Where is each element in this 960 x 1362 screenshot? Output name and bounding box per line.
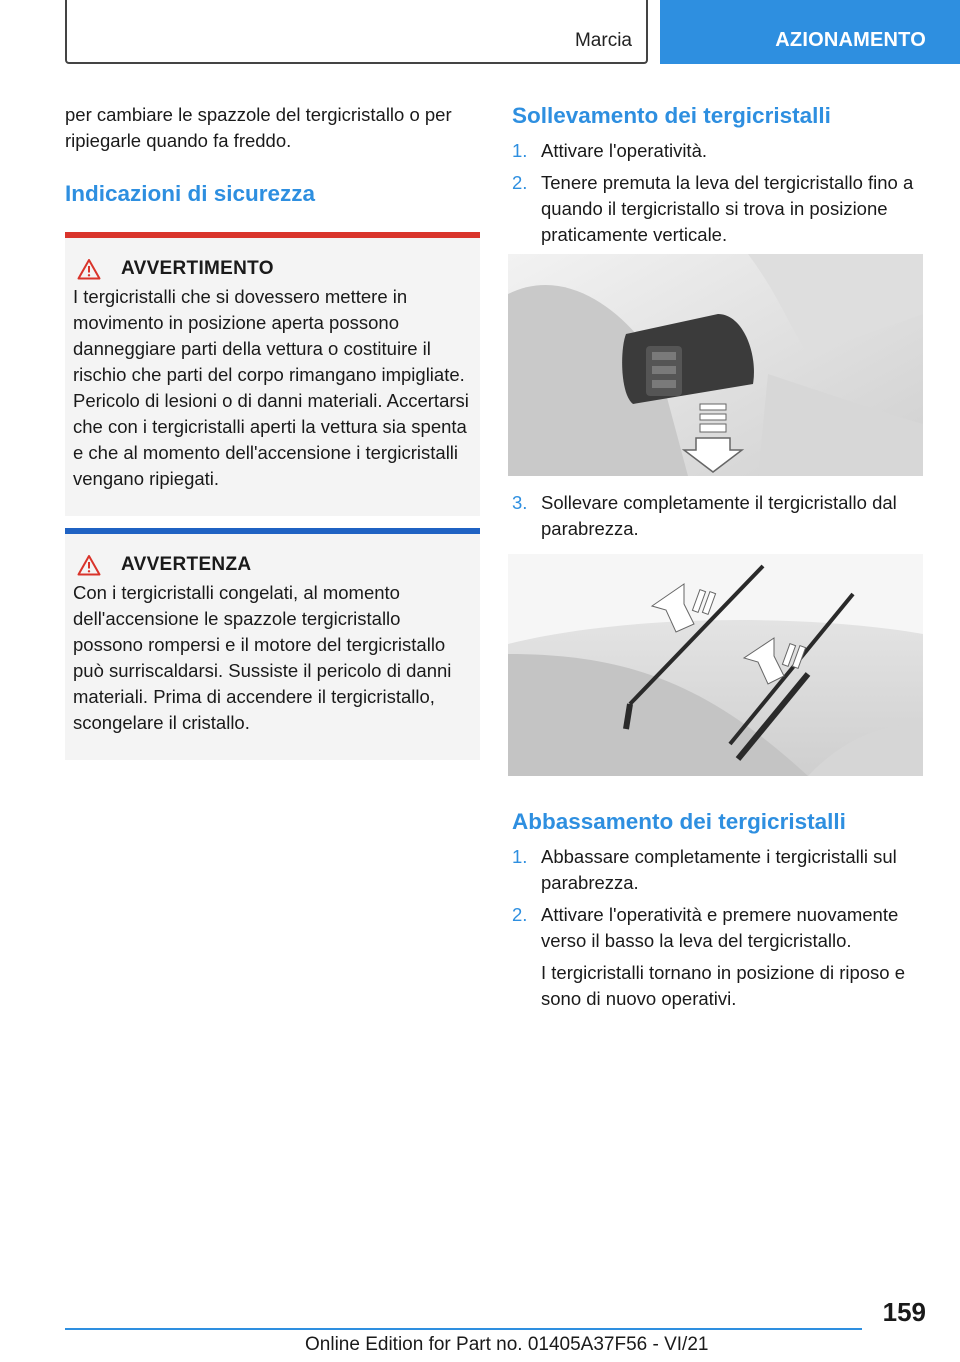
lower-heading: Abbassamento dei tergicristalli [512, 809, 846, 834]
intro-text: per cambiare le spazzole del tergicristallo o per ripiegarle quando fa freddo. [65, 104, 452, 151]
left-column [65, 102, 480, 760]
header-chapter-label: AZIONAMENTO [775, 29, 926, 51]
raise-heading: Sollevamento dei tergicristalli [512, 103, 831, 128]
raise-steps-list [512, 138, 924, 248]
warning-box [65, 232, 480, 516]
caution-text: Con i tergicristalli congelati, al momento dell'accensione le spazzole tergicristallo possono rompersi e il motore del tergicristallo può surriscaldarsi. Sussiste il pericolo di danni materiali. Prima di accendere il tergicristallo, scongelare il cristallo. [73, 582, 452, 733]
wiper-lever-illustration [508, 254, 923, 476]
header-chapter-tab [660, 0, 960, 64]
warning-title: AVVERTIMENTO [121, 258, 274, 279]
footer-edition: Online Edition for Part no. 01405A37F56 - VI/21 [305, 1334, 709, 1355]
caution-title: AVVERTENZA [121, 554, 252, 575]
lower-note: I tergicristalli tornano in posizione di riposo e sono di nuovo operativi. [541, 962, 906, 1009]
list-item [512, 138, 924, 164]
list-item [512, 844, 924, 896]
header-section-label: Marcia [574, 30, 632, 51]
step-number: 1. [512, 140, 528, 161]
step-number: 2. [512, 172, 528, 193]
safety-heading: Indicazioni di sicurezza [65, 181, 316, 206]
step-text: Tenere premuta la leva del tergicristallo fino a quando il tergicristallo si trova in posizione praticamente verticale. [541, 172, 914, 245]
step-text: Abbassare completamente i tergicristalli sul parabrezza. [541, 846, 897, 893]
list-item [512, 170, 924, 248]
page-number: 159 [882, 1297, 926, 1327]
warning-triangle-icon [77, 258, 101, 280]
list-item [512, 490, 924, 542]
step-text: Attivare l'operatività. [541, 140, 707, 161]
lower-steps-list [512, 844, 924, 954]
warning-text: I tergicristalli che si dovessero mettere in movimento in posizione aperta possono danneggiare parti della vettura o costituire il rischio che parti del corpo rimangano impigliate. Pericolo di lesioni o di danni materiali. Accertarsi che con i tergicristalli aperti la vettura sia spenta e che al momento dell'accensione i tergicristalli vengano ripiegati. [73, 286, 469, 489]
step-number: 2. [512, 904, 528, 925]
caution-box [65, 528, 480, 760]
step-text: Attivare l'operatività e premere nuovamente verso il basso la leva del tergicristallo. [541, 904, 899, 951]
footer-divider [65, 1328, 862, 1330]
caution-triangle-icon [77, 554, 101, 576]
step-number: 3. [512, 492, 528, 513]
step-number: 1. [512, 846, 528, 867]
header-section-tab [65, 0, 648, 64]
raise-steps-list-cont [512, 490, 924, 542]
step-text: Sollevare completamente il tergicristallo dal parabrezza. [541, 492, 897, 539]
list-item [512, 902, 924, 954]
right-column [512, 102, 924, 1012]
wiper-raise-illustration [508, 554, 923, 776]
